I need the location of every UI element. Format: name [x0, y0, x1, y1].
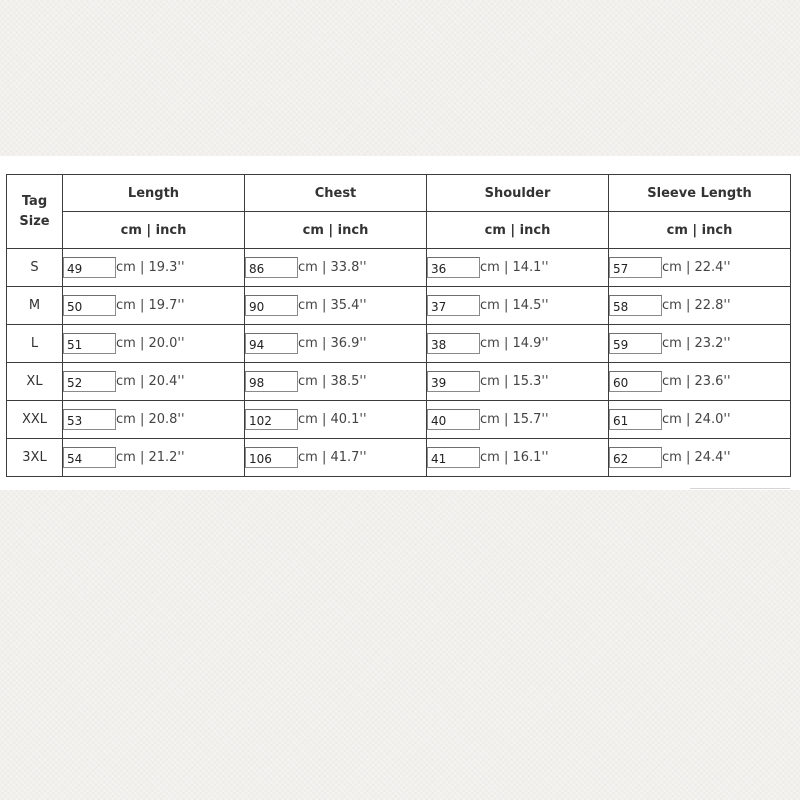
- sleeve-length-cell: [609, 401, 791, 439]
- shoulder-unit-header: cm | inch: [427, 212, 609, 249]
- shoulder-cell: [427, 325, 609, 363]
- chest-cm-input[interactable]: [245, 409, 298, 430]
- chest-conversion: cm | 38.5'': [298, 374, 367, 389]
- sleeve-length-cell: [609, 439, 791, 477]
- chest-cm-input[interactable]: [245, 371, 298, 392]
- sleeve-length-cell: [609, 363, 791, 401]
- size-chart-table: [6, 174, 791, 477]
- shoulder-cm-input[interactable]: [427, 333, 480, 354]
- shoulder-cm-input[interactable]: [427, 295, 480, 316]
- chest-cm-input[interactable]: [245, 333, 298, 354]
- chest-cell: [245, 439, 427, 477]
- shoulder-cell: [427, 287, 609, 325]
- length-cell: [63, 287, 245, 325]
- chest-conversion: cm | 41.7'': [298, 450, 367, 465]
- table-row: [7, 249, 791, 287]
- sleeve-length-conversion: cm | 22.4'': [662, 260, 731, 275]
- length-cell: [63, 439, 245, 477]
- chest-conversion: cm | 40.1'': [298, 412, 367, 427]
- length-cell: [63, 325, 245, 363]
- chest-conversion: cm | 35.4'': [298, 298, 367, 313]
- shoulder-cell: [427, 401, 609, 439]
- shoulder-cm-input[interactable]: [427, 371, 480, 392]
- chest-cm-input[interactable]: [245, 447, 298, 468]
- length-cm-input[interactable]: [63, 371, 116, 392]
- length-conversion: cm | 19.7'': [116, 298, 185, 313]
- length-cell: [63, 401, 245, 439]
- sleeve-length-conversion: cm | 23.6'': [662, 374, 731, 389]
- length-conversion: cm | 21.2'': [116, 450, 185, 465]
- length-cell: [63, 363, 245, 401]
- chest-unit-header: cm | inch: [245, 212, 427, 249]
- shoulder-cell: [427, 363, 609, 401]
- sleeve-length-cm-input[interactable]: [609, 257, 662, 278]
- sleeve-length-header: Sleeve Length: [609, 175, 791, 212]
- size-chart-panel: [0, 156, 800, 490]
- shoulder-conversion: cm | 15.3'': [480, 374, 549, 389]
- length-conversion: cm | 20.4'': [116, 374, 185, 389]
- unit-row: [7, 212, 791, 249]
- table-row: [7, 325, 791, 363]
- size-label: S: [7, 249, 63, 287]
- sleeve-length-conversion: cm | 23.2'': [662, 336, 731, 351]
- shoulder-conversion: cm | 14.5'': [480, 298, 549, 313]
- sleeve-length-conversion: cm | 22.8'': [662, 298, 731, 313]
- sleeve-length-unit-header: cm | inch: [609, 212, 791, 249]
- size-label: 3XL: [7, 439, 63, 477]
- length-cm-input[interactable]: [63, 409, 116, 430]
- shoulder-cm-input[interactable]: [427, 409, 480, 430]
- chest-cell: [245, 249, 427, 287]
- divider: [690, 488, 790, 489]
- chest-cell: [245, 401, 427, 439]
- chest-cm-input[interactable]: [245, 257, 298, 278]
- chest-header: Chest: [245, 175, 427, 212]
- chest-conversion: cm | 33.8'': [298, 260, 367, 275]
- tag-size-header-line2: Size: [19, 213, 50, 229]
- table-row: [7, 287, 791, 325]
- size-label: XXL: [7, 401, 63, 439]
- shoulder-conversion: cm | 14.9'': [480, 336, 549, 351]
- sleeve-length-cm-input[interactable]: [609, 447, 662, 468]
- size-label: M: [7, 287, 63, 325]
- sleeve-length-cm-input[interactable]: [609, 409, 662, 430]
- table-row: [7, 363, 791, 401]
- chest-conversion: cm | 36.9'': [298, 336, 367, 351]
- chest-cell: [245, 363, 427, 401]
- sleeve-length-conversion: cm | 24.4'': [662, 450, 731, 465]
- sleeve-length-cm-input[interactable]: [609, 295, 662, 316]
- length-cm-input[interactable]: [63, 447, 116, 468]
- chest-cm-input[interactable]: [245, 295, 298, 316]
- shoulder-conversion: cm | 14.1'': [480, 260, 549, 275]
- length-header: Length: [63, 175, 245, 212]
- length-conversion: cm | 20.0'': [116, 336, 185, 351]
- length-cm-input[interactable]: [63, 295, 116, 316]
- length-cm-input[interactable]: [63, 257, 116, 278]
- sleeve-length-conversion: cm | 24.0'': [662, 412, 731, 427]
- sleeve-length-cell: [609, 249, 791, 287]
- shoulder-cell: [427, 249, 609, 287]
- tag-size-header: [7, 175, 63, 249]
- sleeve-length-cell: [609, 287, 791, 325]
- length-conversion: cm | 20.8'': [116, 412, 185, 427]
- sleeve-length-cm-input[interactable]: [609, 371, 662, 392]
- shoulder-conversion: cm | 16.1'': [480, 450, 549, 465]
- sleeve-length-cm-input[interactable]: [609, 333, 662, 354]
- table-row: [7, 439, 791, 477]
- header-row: [7, 175, 791, 212]
- length-conversion: cm | 19.3'': [116, 260, 185, 275]
- length-unit-header: cm | inch: [63, 212, 245, 249]
- shoulder-conversion: cm | 15.7'': [480, 412, 549, 427]
- chest-cell: [245, 325, 427, 363]
- chest-cell: [245, 287, 427, 325]
- shoulder-cell: [427, 439, 609, 477]
- length-cell: [63, 249, 245, 287]
- length-cm-input[interactable]: [63, 333, 116, 354]
- tag-size-header-line1: Tag: [21, 193, 48, 209]
- sleeve-length-cell: [609, 325, 791, 363]
- shoulder-cm-input[interactable]: [427, 447, 480, 468]
- table-row: [7, 401, 791, 439]
- shoulder-cm-input[interactable]: [427, 257, 480, 278]
- size-label: XL: [7, 363, 63, 401]
- shoulder-header: Shoulder: [427, 175, 609, 212]
- size-label: L: [7, 325, 63, 363]
